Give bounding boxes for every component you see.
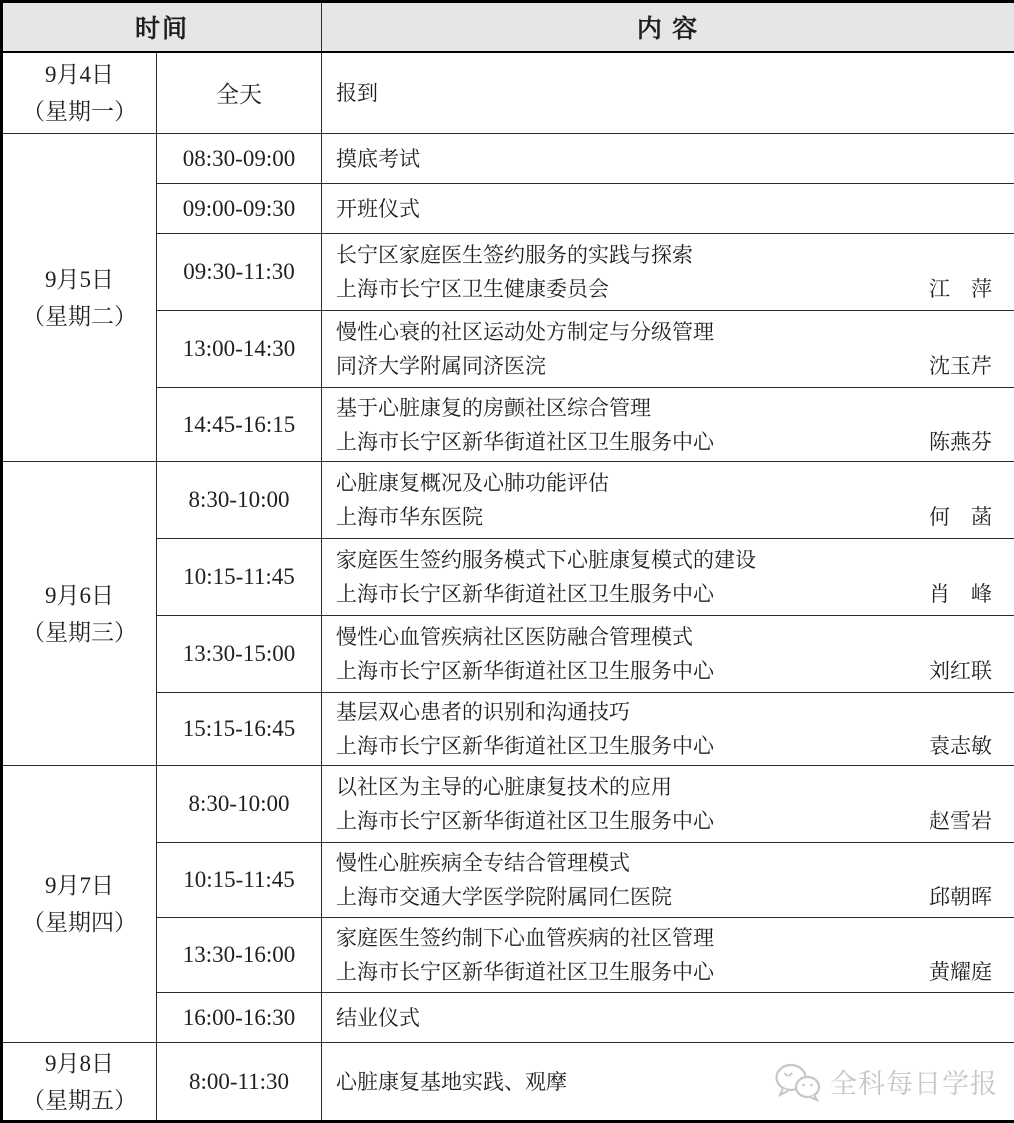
- date-line1: 9月4日: [4, 56, 155, 93]
- session-title: 慢性心衰的社区运动处方制定与分级管理: [336, 315, 992, 349]
- content-cell: [322, 134, 1014, 184]
- session-speaker: 刘红联: [929, 654, 992, 688]
- date-cell-sep7: [2, 766, 157, 1043]
- time-cell: 13:30-15:00: [157, 616, 322, 693]
- session-org: 上海市长宁区新华街道社区卫生服务中心: [336, 577, 714, 611]
- session-speaker: 袁志敏: [929, 729, 992, 763]
- session-org: 上海市华东医院: [336, 500, 483, 534]
- content-cell: [322, 616, 1014, 693]
- content-cell: [322, 388, 1014, 462]
- table-row: [2, 52, 1014, 134]
- session-title: 开班仪式: [336, 192, 992, 226]
- wechat-icon: [774, 1062, 822, 1102]
- date-line2: （星期三）: [4, 614, 155, 651]
- content-column-header: 内 容: [322, 2, 1014, 52]
- session-title: 摸底考试: [336, 142, 992, 176]
- date-line2: （星期五）: [4, 1082, 155, 1119]
- watermark: [774, 1062, 998, 1102]
- session-speaker: 赵雪岩: [929, 804, 992, 838]
- session-speaker: 黄耀庭: [929, 955, 992, 989]
- content-cell: [322, 693, 1014, 766]
- date-cell-sep6: [2, 462, 157, 766]
- time-cell: 8:00-11:30: [157, 1043, 322, 1122]
- time-cell: 09:00-09:30: [157, 184, 322, 234]
- content-cell: [322, 52, 1014, 134]
- session-speaker: 沈玉芹: [929, 349, 992, 383]
- date-cell-sep4: [2, 52, 157, 134]
- content-cell: [322, 311, 1014, 388]
- time-cell: 10:15-11:45: [157, 843, 322, 918]
- session-speaker: 陈燕芬: [929, 425, 992, 459]
- time-cell: 10:15-11:45: [157, 539, 322, 616]
- session-title: 心脏康复概况及心肺功能评估: [336, 466, 992, 500]
- session-title: 基于心脏康复的房颤社区综合管理: [336, 391, 992, 425]
- content-cell: [322, 993, 1014, 1043]
- time-cell: 全天: [157, 52, 322, 134]
- session-title: 报到: [336, 76, 992, 110]
- session-org: 上海市长宁区新华街道社区卫生服务中心: [336, 955, 714, 989]
- session-title: 结业仪式: [336, 1001, 992, 1035]
- session-org: 上海市长宁区新华街道社区卫生服务中心: [336, 729, 714, 763]
- session-org: 上海市长宁区新华街道社区卫生服务中心: [336, 654, 714, 688]
- session-title: 以社区为主导的心脏康复技术的应用: [336, 770, 992, 804]
- time-cell: 14:45-16:15: [157, 388, 322, 462]
- time-cell: 13:00-14:30: [157, 311, 322, 388]
- date-line1: 9月7日: [4, 867, 155, 904]
- session-speaker: 江 萍: [929, 272, 992, 306]
- content-cell: [322, 843, 1014, 918]
- session-org: 上海市长宁区新华街道社区卫生服务中心: [336, 425, 714, 459]
- session-speaker: 何 菡: [929, 500, 992, 534]
- session-title: 慢性心脏疾病全专结合管理模式: [336, 846, 992, 880]
- time-cell: 09:30-11:30: [157, 234, 322, 311]
- date-line1: 9月6日: [4, 577, 155, 614]
- session-org: 上海市交通大学医学院附属同仁医院: [336, 880, 672, 914]
- date-line2: （星期一）: [4, 93, 155, 130]
- time-column-header: 时间: [2, 2, 322, 52]
- header-row: [2, 2, 1014, 52]
- date-cell-sep5: [2, 134, 157, 462]
- session-title: 心脏康复基地实践、观摩: [336, 1065, 992, 1099]
- content-cell: [322, 184, 1014, 234]
- content-cell: [322, 1043, 1014, 1122]
- table-row: [2, 766, 1014, 843]
- date-line2: （星期四）: [4, 904, 155, 941]
- session-org: 上海市长宁区卫生健康委员会: [336, 272, 609, 306]
- session-speaker: 邱朝晖: [929, 880, 992, 914]
- time-cell: 8:30-10:00: [157, 462, 322, 539]
- date-line1: 9月8日: [4, 1045, 155, 1082]
- session-org: 同济大学附属同济医浣: [336, 349, 546, 383]
- session-title: 家庭医生签约制下心血管疾病的社区管理: [336, 921, 992, 955]
- time-cell: 08:30-09:00: [157, 134, 322, 184]
- content-cell: [322, 539, 1014, 616]
- content-cell: [322, 462, 1014, 539]
- time-cell: 15:15-16:45: [157, 693, 322, 766]
- content-cell: [322, 766, 1014, 843]
- watermark-text: 全科每日学报: [830, 1062, 998, 1101]
- date-cell-sep8: [2, 1043, 157, 1122]
- time-cell: 8:30-10:00: [157, 766, 322, 843]
- time-cell: 16:00-16:30: [157, 993, 322, 1043]
- session-org: 上海市长宁区新华街道社区卫生服务中心: [336, 804, 714, 838]
- content-cell: [322, 918, 1014, 993]
- session-title: 慢性心血管疾病社区医防融合管理模式: [336, 620, 992, 654]
- session-title: 基层双心患者的识别和沟通技巧: [336, 695, 992, 729]
- date-line1: 9月5日: [4, 261, 155, 298]
- table-row: [2, 462, 1014, 539]
- session-speaker: 肖 峰: [929, 577, 992, 611]
- table-row: [2, 134, 1014, 184]
- session-title: 长宁区家庭医生签约服务的实践与探索: [336, 238, 992, 272]
- session-title: 家庭医生签约服务模式下心脏康复模式的建设: [336, 543, 992, 577]
- time-cell: 13:30-16:00: [157, 918, 322, 993]
- date-line2: （星期二）: [4, 298, 155, 335]
- table-row: [2, 1043, 1014, 1122]
- content-cell: [322, 234, 1014, 311]
